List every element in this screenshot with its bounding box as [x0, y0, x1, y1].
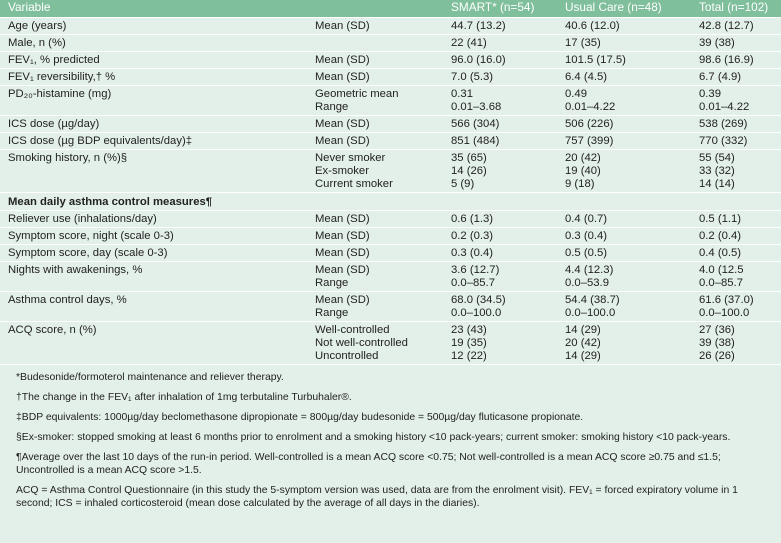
- total-cell: [687, 322, 781, 365]
- total-cell: [687, 211, 781, 228]
- smart-cell-line: 0.3 (0.4): [451, 247, 494, 259]
- usual-care-cell-line: 0.01–4.22: [565, 101, 616, 113]
- total-cell: [687, 52, 781, 69]
- statistic-cell-line: Mean (SD): [315, 118, 370, 130]
- variable-cell: Nights with awakenings, %: [0, 262, 303, 292]
- statistic-cell: [303, 133, 439, 150]
- table-row: [0, 228, 781, 245]
- smart-cell: [439, 292, 553, 322]
- usual-care-cell: [553, 245, 687, 262]
- footnote: *Budesonide/formoterol maintenance and reliever therapy.: [16, 372, 284, 383]
- footnote: ¶Average over the last 10 days of the run-in period. Well-controlled is a mean ACQ score <0.75; Not well-controlled is a mean ACQ score ≥0.75 and ≤1.5; Uncontrolled is a mean ACQ score >1.5.: [16, 452, 721, 476]
- smart-cell-line: 7.0 (5.3): [451, 71, 494, 83]
- statistic-cell-line: Range: [315, 307, 349, 319]
- statistic-cell-line: Not well-controlled: [315, 337, 408, 349]
- footnotes: [0, 365, 781, 518]
- header-smart: SMART* (n=54): [439, 0, 553, 18]
- smart-cell-line: 3.6 (12.7): [451, 264, 500, 276]
- smart-cell: [439, 211, 553, 228]
- total-cell-line: 0.2 (0.4): [699, 230, 742, 242]
- total-cell: [687, 133, 781, 150]
- statistic-cell-line: Ex-smoker: [315, 165, 369, 177]
- statistic-cell-line: Mean (SD): [315, 294, 370, 306]
- header-total: Total (n=102): [687, 0, 781, 18]
- total-cell: [687, 35, 781, 52]
- variable-cell: Reliever use (inhalations/day): [0, 211, 303, 228]
- smart-cell-line: 44.7 (13.2): [451, 20, 506, 32]
- statistic-cell-line: Mean (SD): [315, 20, 370, 32]
- statistic-cell-line: Mean (SD): [315, 71, 370, 83]
- statistic-cell: [303, 86, 439, 116]
- footnote: ‡BDP equivalents: 1000µg/day beclomethasone dipropionate = 800µg/day budesonide = 500µg/day fluticasone propionate.: [16, 412, 584, 423]
- usual-care-cell-line: 17 (35): [565, 37, 601, 49]
- total-cell: [687, 292, 781, 322]
- usual-care-cell-line: 14 (29): [565, 324, 601, 336]
- statistic-cell: [303, 228, 439, 245]
- table-row: [0, 69, 781, 86]
- usual-care-cell-line: 0.49: [565, 88, 587, 100]
- total-cell-line: 39 (38): [699, 337, 735, 349]
- table-header-row: [0, 0, 781, 18]
- variable-cell: FEV₁ reversibility,† %: [0, 69, 303, 86]
- usual-care-cell: [553, 52, 687, 69]
- footnotes-row: [0, 365, 781, 518]
- total-cell-line: 0.39: [699, 88, 721, 100]
- table-section: [0, 193, 781, 211]
- total-cell: [687, 116, 781, 133]
- total-cell-line: 26 (26): [699, 350, 735, 362]
- total-cell-line: 770 (332): [699, 135, 748, 147]
- variable-cell: ICS dose (µg/day): [0, 116, 303, 133]
- total-cell-line: 55 (54): [699, 152, 735, 164]
- usual-care-cell: [553, 86, 687, 116]
- smart-cell-line: 566 (304): [451, 118, 500, 130]
- section-row: [0, 193, 781, 211]
- variable-cell: Asthma control days, %: [0, 292, 303, 322]
- smart-cell-line: 0.01–3.68: [451, 101, 502, 113]
- table-row: [0, 150, 781, 193]
- variable-cell: PD₂₀-histamine (mg): [0, 86, 303, 116]
- header-stat: [303, 0, 439, 18]
- variable-cell: Age (years): [0, 18, 303, 35]
- usual-care-cell-line: 6.4 (4.5): [565, 71, 608, 83]
- usual-care-cell-line: 0.5 (0.5): [565, 247, 608, 259]
- table-row: [0, 211, 781, 228]
- usual-care-cell-line: 506 (226): [565, 118, 614, 130]
- usual-care-cell-line: 4.4 (12.3): [565, 264, 614, 276]
- table-body-baseline: [0, 18, 781, 193]
- table-row: [0, 292, 781, 322]
- smart-cell: [439, 69, 553, 86]
- statistic-cell-line: Range: [315, 101, 349, 113]
- smart-cell: [439, 133, 553, 150]
- statistic-cell: [303, 69, 439, 86]
- statistic-cell-line: Mean (SD): [315, 213, 370, 225]
- statistic-cell-line: Uncontrolled: [315, 350, 379, 362]
- total-cell: [687, 228, 781, 245]
- total-cell-line: 538 (269): [699, 118, 748, 130]
- usual-care-cell: [553, 292, 687, 322]
- statistic-cell: [303, 18, 439, 35]
- smart-cell: [439, 18, 553, 35]
- total-cell-line: 4.0 (12.5: [699, 264, 744, 276]
- total-cell-line: 61.6 (37.0): [699, 294, 754, 306]
- total-cell-line: 27 (36): [699, 324, 735, 336]
- header-variable: Variable: [0, 0, 303, 18]
- usual-care-cell-line: 0.4 (0.7): [565, 213, 608, 225]
- usual-care-cell-line: 40.6 (12.0): [565, 20, 620, 32]
- statistic-cell: [303, 245, 439, 262]
- smart-cell: [439, 245, 553, 262]
- usual-care-cell-line: 19 (40): [565, 165, 601, 177]
- statistic-cell-line: Mean (SD): [315, 54, 370, 66]
- total-cell-line: 14 (14): [699, 178, 735, 190]
- usual-care-cell: [553, 69, 687, 86]
- footnote: ACQ = Asthma Control Questionnaire (in this study the 5-symptom version was used, data are from the enrolment visit). FEV₁ = forced expiratory volume in 1 second; ICS = inhaled corticosteroid (mean dose calculated by the average of all days in the diaries).: [16, 485, 738, 509]
- total-cell-line: 39 (38): [699, 37, 735, 49]
- total-cell-line: 42.8 (12.7): [699, 20, 754, 32]
- usual-care-cell: [553, 116, 687, 133]
- table-row: [0, 322, 781, 365]
- statistic-cell: [303, 322, 439, 365]
- variable-cell: Symptom score, night (scale 0-3): [0, 228, 303, 245]
- total-cell-line: 98.6 (16.9): [699, 54, 754, 66]
- variable-cell: FEV₁, % predicted: [0, 52, 303, 69]
- statistic-cell-line: Never smoker: [315, 152, 386, 164]
- statistic-cell-line: Mean (SD): [315, 247, 370, 259]
- smart-cell: [439, 228, 553, 245]
- variable-cell: Male, n (%): [0, 35, 303, 52]
- smart-cell-line: 68.0 (34.5): [451, 294, 506, 306]
- footnote: †The change in the FEV₁ after inhalation of 1mg terbutaline Turbuhaler®.: [16, 392, 352, 403]
- table-row: [0, 35, 781, 52]
- variable-cell: ACQ score, n (%): [0, 322, 303, 365]
- statistic-cell-line: Mean (SD): [315, 230, 370, 242]
- smart-cell-line: 12 (22): [451, 350, 487, 362]
- total-cell: [687, 86, 781, 116]
- table-row: [0, 262, 781, 292]
- statistic-cell-line: Range: [315, 277, 349, 289]
- table-body-control-measures: [0, 211, 781, 365]
- smart-cell-line: 5 (9): [451, 178, 475, 190]
- smart-cell: [439, 52, 553, 69]
- total-cell-line: 0.0–100.0: [699, 307, 750, 319]
- statistic-cell-line: Mean (SD): [315, 264, 370, 276]
- smart-cell-line: 0.2 (0.3): [451, 230, 494, 242]
- total-cell: [687, 150, 781, 193]
- statistic-cell: [303, 292, 439, 322]
- smart-cell-line: 0.0–85.7: [451, 277, 495, 289]
- statistic-cell: [303, 52, 439, 69]
- variable-cell: Symptom score, day (scale 0-3): [0, 245, 303, 262]
- variable-cell: ICS dose (µg BDP equivalents/day)‡: [0, 133, 303, 150]
- table-row: [0, 245, 781, 262]
- total-cell: [687, 245, 781, 262]
- total-cell-line: 0.0–85.7: [699, 277, 743, 289]
- usual-care-cell: [553, 228, 687, 245]
- footnote: §Ex-smoker: stopped smoking at least 6 months prior to enrolment and a smoking history <10 pack-years; current smoker: smoking history <10 pack-years.: [16, 432, 731, 443]
- table-row: [0, 52, 781, 69]
- table-row: [0, 116, 781, 133]
- usual-care-cell-line: 20 (42): [565, 337, 601, 349]
- table-row: [0, 86, 781, 116]
- smart-cell: [439, 262, 553, 292]
- statistic-cell: [303, 150, 439, 193]
- usual-care-cell-line: 9 (18): [565, 178, 595, 190]
- usual-care-cell: [553, 211, 687, 228]
- usual-care-cell-line: 20 (42): [565, 152, 601, 164]
- statistic-cell-line: Geometric mean: [315, 88, 399, 100]
- smart-cell-line: 851 (484): [451, 135, 500, 147]
- usual-care-cell: [553, 18, 687, 35]
- total-cell-line: 0.5 (1.1): [699, 213, 742, 225]
- statistic-cell-line: Current smoker: [315, 178, 393, 190]
- section-title: Mean daily asthma control measures¶: [0, 193, 781, 211]
- usual-care-cell: [553, 262, 687, 292]
- smart-cell-line: 14 (26): [451, 165, 487, 177]
- smart-cell: [439, 35, 553, 52]
- usual-care-cell-line: 0.0–53.9: [565, 277, 609, 289]
- usual-care-cell: [553, 150, 687, 193]
- smart-cell-line: 0.0–100.0: [451, 307, 502, 319]
- total-cell: [687, 262, 781, 292]
- table-row: [0, 133, 781, 150]
- usual-care-cell: [553, 133, 687, 150]
- smart-cell: [439, 86, 553, 116]
- total-cell: [687, 18, 781, 35]
- statistic-cell-line: Mean (SD): [315, 135, 370, 147]
- variable-cell: Smoking history, n (%)§: [0, 150, 303, 193]
- usual-care-cell-line: 101.5 (17.5): [565, 54, 626, 66]
- total-cell-line: 33 (32): [699, 165, 735, 177]
- usual-care-cell: [553, 322, 687, 365]
- smart-cell-line: 23 (43): [451, 324, 487, 336]
- statistic-cell: [303, 35, 439, 52]
- total-cell-line: 0.01–4.22: [699, 101, 750, 113]
- smart-cell-line: 0.31: [451, 88, 473, 100]
- smart-cell: [439, 150, 553, 193]
- smart-cell-line: 96.0 (16.0): [451, 54, 506, 66]
- total-cell-line: 6.7 (4.9): [699, 71, 742, 83]
- total-cell: [687, 69, 781, 86]
- statistic-cell-line: Well-controlled: [315, 324, 390, 336]
- usual-care-cell: [553, 35, 687, 52]
- smart-cell: [439, 116, 553, 133]
- statistic-cell: [303, 211, 439, 228]
- smart-cell-line: 22 (41): [451, 37, 487, 49]
- usual-care-cell-line: 54.4 (38.7): [565, 294, 620, 306]
- usual-care-cell-line: 0.3 (0.4): [565, 230, 608, 242]
- usual-care-cell-line: 0.0–100.0: [565, 307, 616, 319]
- usual-care-cell-line: 757 (399): [565, 135, 614, 147]
- table-row: [0, 18, 781, 35]
- smart-cell-line: 0.6 (1.3): [451, 213, 494, 225]
- smart-cell-line: 19 (35): [451, 337, 487, 349]
- statistic-cell: [303, 262, 439, 292]
- smart-cell-line: 35 (65): [451, 152, 487, 164]
- smart-cell: [439, 322, 553, 365]
- header-usual-care: Usual Care (n=48): [553, 0, 687, 18]
- statistic-cell: [303, 116, 439, 133]
- usual-care-cell-line: 14 (29): [565, 350, 601, 362]
- total-cell-line: 0.4 (0.5): [699, 247, 742, 259]
